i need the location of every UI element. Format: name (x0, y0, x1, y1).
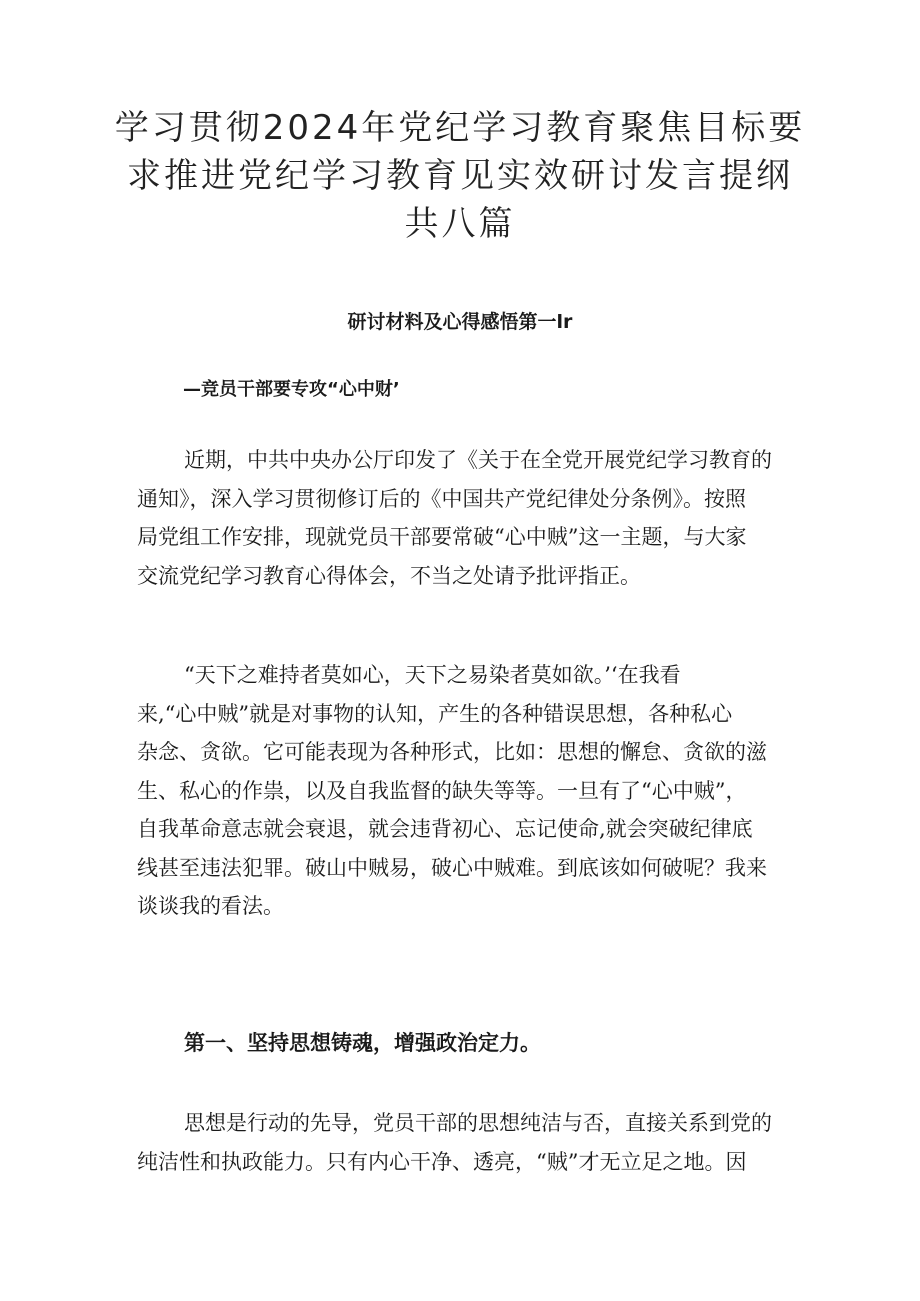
title-line: 共八篇 (404, 204, 516, 244)
document-subtitle: 研讨材料及心得感悟第一lr (347, 311, 573, 333)
paragraph-line: 近期，中共中央办公厅印发了《关于在全党开展党纪学习教育的 (184, 448, 772, 472)
paragraph-line: 局党组工作安排，现就党员干部要常破“心中贼”这一主题，与大家 (137, 525, 747, 549)
document-title (110, 104, 810, 248)
paragraph-line: 思想是行动的先导，党员干部的思想纯洁与否，直接关系到党的 (184, 1111, 772, 1135)
paragraph-quote (137, 656, 797, 926)
section-heading: —竞员干部要专攻“心中财’ (183, 379, 400, 400)
paragraph-line: 交流党纪学习教育心得体会，不当之处请予批评指正。 (137, 563, 641, 588)
paragraph-line: 杂念、贪欲。它可能表现为各种形式，比如：思想的懈怠、贪欲的滋 (137, 740, 767, 764)
paragraph-intro (137, 441, 797, 595)
title-line: 求推进党纪学习教育见实效研讨发言提纲 (127, 156, 793, 196)
paragraph-line: 生、私心的作祟，以及自我监督的缺失等等。一旦有了“心中贼”， (137, 778, 747, 803)
point-heading: 第一、坚持思想铸魂，增强政治定力。 (184, 1031, 541, 1055)
paragraph-line: 自我革命意志就会衰退，就会违背初心、忘记使命,就会突破纪律底 (137, 817, 753, 841)
paragraph-line: 通知》，深入学习贯彻修订后的《中国共产党纪律处分条例》。按照 (137, 486, 746, 511)
paragraph-thought (137, 1104, 797, 1181)
paragraph-line: 纯洁性和执政能力。只有内心干净、透亮，“贼”才无立足之地。因 (137, 1149, 747, 1174)
title-line: 学习贯彻2024年党纪学习教育聚焦目标要 (114, 108, 806, 148)
paragraph-line: “天下之难持者莫如心，天下之易染者莫如欲。’‘在我看 (184, 663, 681, 687)
paragraph-line: 谈谈我的看法。 (137, 894, 284, 918)
paragraph-line: 来,“心中贼”就是对事物的认知，产生的各种错误思想，各种私心 (137, 701, 733, 726)
paragraph-line: 线甚至违法犯罪。破山中贼易，破心中贼难。到底该如何破呢？我来 (137, 855, 767, 880)
